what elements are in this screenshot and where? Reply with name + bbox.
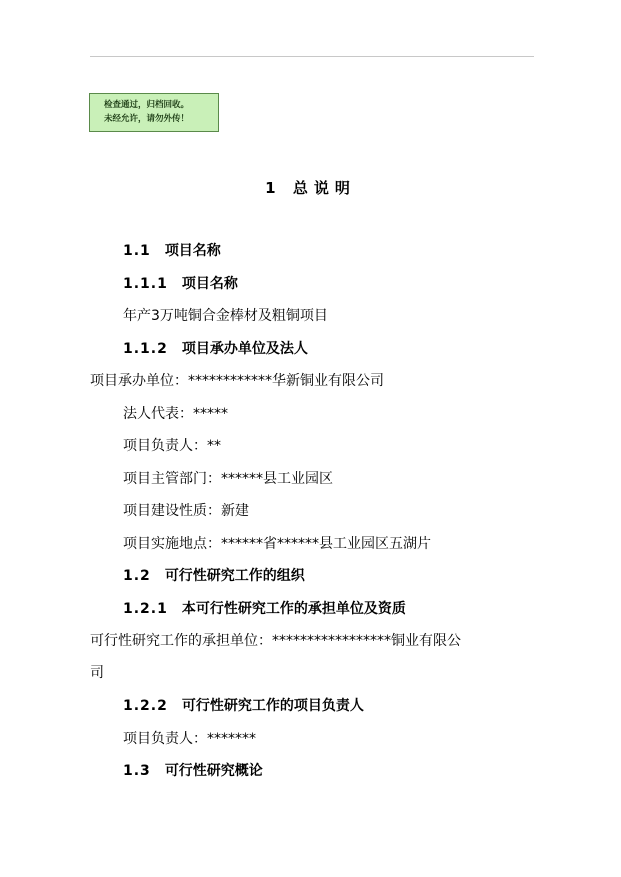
authority-line: 项目主管部门：******县工业园区 [123, 471, 333, 487]
heading-1-1-1 [123, 275, 238, 293]
legal-rep-line: 法人代表：***** [123, 406, 228, 422]
section-number: 1.1.1 [123, 276, 168, 292]
section-title: 项目承办单位及法人 [181, 341, 308, 357]
section-title: 项目名称 [164, 243, 221, 259]
stamp-line-1: 检查通过，归档回收。 [104, 100, 190, 110]
page-title: 1 总说明 [265, 179, 356, 197]
section-number: 1.2.2 [123, 698, 168, 714]
heading-1-3 [123, 762, 263, 780]
construction-type-line: 项目建设性质：新建 [123, 503, 249, 519]
undertaker-line-cont: 司 [90, 665, 104, 681]
organizer-line: 项目承办单位：************华新铜业有限公司 [90, 373, 384, 389]
undertaker-line: 可行性研究工作的承担单位：*****************铜业有限公 [90, 633, 461, 649]
heading-1-2-1 [123, 600, 406, 618]
header-rule [90, 56, 534, 57]
section-title: 本可行性研究工作的承担单位及资质 [181, 601, 406, 617]
location-line: 项目实施地点：******省******县工业园区五湖片 [123, 536, 431, 552]
project-name-text: 年产3万吨铜合金棒材及粗铜项目 [123, 308, 328, 324]
section-title: 可行性研究概论 [164, 763, 263, 779]
review-stamp [89, 93, 219, 132]
section-number: 1.2.1 [123, 601, 168, 617]
section-title: 项目名称 [181, 276, 238, 292]
heading-1-2-2 [123, 697, 364, 715]
section-title: 可行性研究工作的项目负责人 [181, 698, 364, 714]
section-title: 可行性研究工作的组织 [164, 568, 305, 584]
section-number: 1.3 [123, 763, 151, 779]
section-number: 1.1 [123, 243, 151, 259]
study-lead-line: 项目负责人：******* [123, 731, 256, 747]
heading-1-1-2 [123, 340, 308, 358]
project-lead-line: 项目负责人：** [123, 438, 221, 454]
heading-1-2 [123, 567, 305, 585]
stamp-line-2: 未经允许，请勿外传！ [104, 114, 190, 124]
heading-1-1 [123, 242, 221, 260]
section-number: 1.2 [123, 568, 151, 584]
section-number: 1.1.2 [123, 341, 168, 357]
